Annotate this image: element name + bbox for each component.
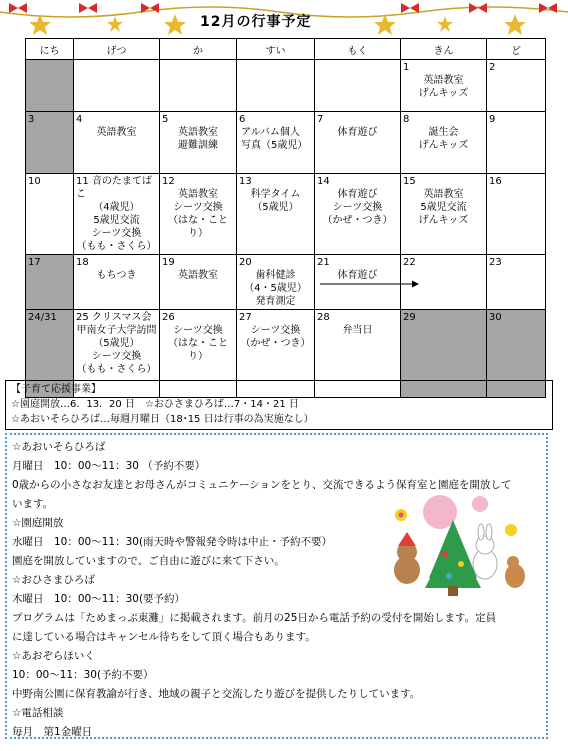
day-number: 10 — [28, 176, 41, 187]
day-number: 20 — [239, 257, 252, 268]
calendar-day-cell — [160, 112, 237, 174]
weekday-header: か — [160, 39, 237, 60]
day-events: 英語教室 シーツ交換 （はな・ことり） — [168, 189, 228, 239]
christmas-illustration — [385, 490, 533, 600]
day-events: 英語教室 避難訓練 — [178, 127, 218, 151]
day-number: 4 — [76, 114, 83, 125]
weekday-header: ど — [487, 39, 546, 60]
calendar-day-cell — [26, 60, 74, 112]
calendar-day-cell — [401, 112, 487, 174]
support-program-box — [5, 380, 553, 430]
page-title: 12月の行事予定 — [200, 14, 312, 30]
info-line: 0歳からの小さなお友達とお母さんがコミュニケーションをとり、交流できるよう保育室と園庭を開放して — [12, 479, 512, 491]
day-number: 1 — [403, 62, 410, 73]
calendar-day-cell — [74, 112, 160, 174]
info-line: 木曜日 10：00～11：30(要予約） — [12, 593, 186, 605]
calendar-day-cell — [160, 60, 237, 112]
weekday-header: げつ — [74, 39, 160, 60]
calendar-week-row — [26, 112, 546, 174]
calendar-day-cell — [26, 174, 74, 255]
calendar-table — [25, 38, 546, 398]
info-heading: ☆電話相談 — [12, 707, 64, 719]
info-heading: ☆おひさまひろば — [12, 574, 95, 586]
day-number: 25 クリスマス会 — [76, 312, 152, 323]
day-number: 24/31 — [28, 312, 57, 323]
day-number: 16 — [489, 176, 502, 187]
day-events: 英語教室 げんキッズ — [418, 75, 469, 99]
day-number: 21 — [317, 257, 330, 268]
calendar-day-cell — [487, 174, 546, 255]
day-number: 17 — [28, 257, 41, 268]
weekday-header: もく — [315, 39, 401, 60]
calendar-day-cell — [160, 174, 237, 255]
weekday-header: にち — [26, 39, 74, 60]
day-number: 13 — [239, 176, 252, 187]
calendar-week-row — [26, 255, 546, 310]
calendar-day-cell — [74, 174, 160, 255]
day-events: 誕生会 げんキッズ — [418, 127, 469, 151]
day-number: 5 — [162, 114, 169, 125]
calendar-day-cell — [74, 255, 160, 310]
day-number: 15 — [403, 176, 416, 187]
day-number: 7 — [317, 114, 324, 125]
info-line: 10：00～11：30(予約不要） — [12, 669, 154, 681]
calendar-day-cell — [401, 174, 487, 255]
day-number: 22 — [403, 257, 416, 268]
day-number: 12 — [162, 176, 175, 187]
day-number: 18 — [76, 257, 89, 268]
day-events: 体育遊び — [337, 270, 378, 281]
weekday-header: すい — [237, 39, 315, 60]
day-number: 30 — [489, 312, 502, 323]
day-number: 11 音のたまてばこ — [76, 176, 152, 200]
info-heading: ☆あおいそらひろば — [12, 441, 106, 453]
calendar-week-row — [26, 60, 546, 112]
calendar-day-cell — [237, 174, 315, 255]
arrow-icon — [320, 279, 420, 289]
info-line: プログラムは「ためまっぷ東灘」に掲載されます。前月の25日から電話予約の受付を開始します。定員 — [12, 612, 497, 624]
day-number: 3 — [28, 114, 35, 125]
day-events: 英語教室 — [96, 127, 137, 138]
support-line: ☆あおいそらひろば…毎週月曜日（18･15 日は行事の為実施なし） — [11, 414, 314, 425]
day-number: 28 — [317, 312, 330, 323]
info-line: 園庭を開放していますので、ご自由に遊びに来て下さい。 — [12, 555, 285, 567]
info-line: 毎月 第1金曜日 — [12, 726, 93, 738]
calendar-day-cell — [487, 255, 546, 310]
info-line: 水曜日 10：00～11：30(雨天時や警報発令時は中止・予約不要） — [12, 536, 333, 548]
day-events: 体育遊び シーツ交換 （かぜ・つき） — [322, 189, 393, 226]
calendar-day-cell — [237, 60, 315, 112]
day-events: 英語教室 5歳児交流 げんキッズ — [418, 189, 469, 226]
calendar-day-cell — [74, 60, 160, 112]
day-number: 14 — [317, 176, 330, 187]
calendar-day-cell — [487, 112, 546, 174]
day-events: 科学タイム （5歳児） — [250, 189, 301, 213]
calendar-day-cell — [237, 255, 315, 310]
support-line: ☆園庭開放…6．13．20 日 ☆おひさまひろば…7・14・21 日 — [11, 399, 299, 410]
day-number: 19 — [162, 257, 175, 268]
day-events: 体育遊び — [337, 127, 378, 138]
day-events: シーツ交換 （かぜ・つき） — [240, 325, 311, 349]
weekday-header-row — [26, 39, 546, 60]
calendar-day-cell — [26, 255, 74, 310]
day-number: 27 — [239, 312, 252, 323]
info-line: 中野南公園に保育教諭が行き、地域の親子と交流したり遊びを提供したりしています。 — [12, 688, 421, 700]
day-number: 8 — [403, 114, 410, 125]
calendar-day-cell — [315, 174, 401, 255]
support-heading: 【子育て応援事業】 — [11, 384, 101, 395]
day-events: シーツ交換 （はな・ことり） — [168, 325, 228, 362]
day-number: 9 — [489, 114, 496, 125]
calendar-day-cell — [315, 112, 401, 174]
day-number: 6 — [239, 114, 246, 125]
calendar-day-cell — [401, 60, 487, 112]
day-number: 26 — [162, 312, 175, 323]
day-events: 歯科健診 （4・5歳児） 発育測定 — [244, 270, 307, 307]
day-number: 29 — [403, 312, 416, 323]
weekday-header: きん — [401, 39, 487, 60]
day-number: 23 — [489, 257, 502, 268]
calendar-day-cell — [160, 255, 237, 310]
info-line: に達している場合はキャンセル待ちをして頂く場合もあります。 — [12, 631, 316, 643]
info-heading: ☆園庭開放 — [12, 517, 64, 529]
day-events: （4歳児） 5歳児交流 シーツ交換 （もも・さくら） — [76, 202, 157, 252]
day-number: 2 — [489, 62, 496, 73]
calendar-day-cell — [26, 112, 74, 174]
calendar-day-cell — [237, 112, 315, 174]
calendar-week-row — [26, 174, 546, 255]
day-events: もちつき — [96, 270, 137, 281]
info-heading: ☆あおぞらほいく — [12, 650, 95, 662]
info-line: 月曜日 10：00～11：30 （予約不要） — [12, 460, 206, 472]
info-line: います。 — [12, 498, 54, 510]
calendar-day-cell — [487, 60, 546, 112]
calendar-day-cell — [315, 60, 401, 112]
day-events: 英語教室 — [178, 270, 218, 281]
day-events: 甲南女子大学訪問 （5歳児） シーツ交換 （もも・さくら） — [76, 325, 157, 375]
day-events: アルバム個人 写真（5歳児） — [241, 127, 308, 151]
day-events: 弁当日 — [342, 325, 373, 336]
